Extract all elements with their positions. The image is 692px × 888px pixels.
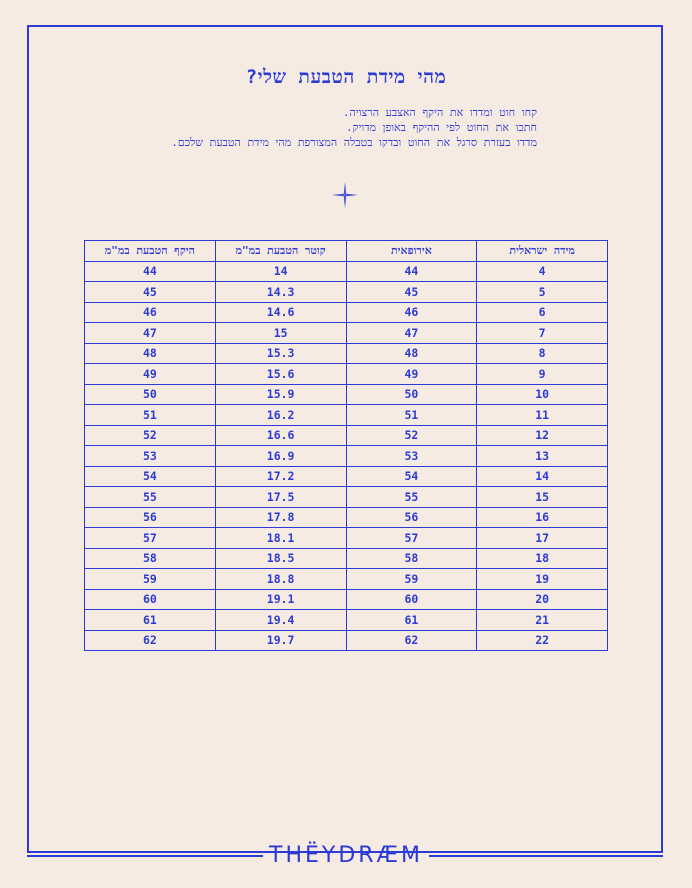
cell-circumference: 62 <box>85 630 216 651</box>
cell-european-size: 52 <box>346 425 477 446</box>
table-header-row <box>85 241 608 262</box>
sparkle-star-icon <box>332 182 358 208</box>
cell-circumference: 51 <box>85 405 216 426</box>
cell-european-size: 59 <box>346 569 477 590</box>
instruction-line: חתכו את החוט לפי ההיקף באופן מדויק. <box>346 121 537 134</box>
cell-diameter: 16.9 <box>215 446 346 467</box>
cell-circumference: 56 <box>85 507 216 528</box>
cell-european-size: 60 <box>346 589 477 610</box>
cell-circumference: 54 <box>85 466 216 487</box>
cell-european-size: 62 <box>346 630 477 651</box>
cell-israeli-size: 6 <box>477 302 608 323</box>
cell-israeli-size: 9 <box>477 364 608 385</box>
table-row <box>85 343 608 364</box>
header-european-size: אירופאית <box>346 241 477 262</box>
cell-european-size: 54 <box>346 466 477 487</box>
instructions <box>140 105 537 150</box>
cell-circumference: 59 <box>85 569 216 590</box>
table-row <box>85 323 608 344</box>
cell-circumference: 44 <box>85 261 216 282</box>
cell-israeli-size: 15 <box>477 487 608 508</box>
cell-circumference: 45 <box>85 282 216 303</box>
cell-israeli-size: 11 <box>477 405 608 426</box>
table-row <box>85 425 608 446</box>
cell-diameter: 15.6 <box>215 364 346 385</box>
cell-diameter: 18.1 <box>215 528 346 549</box>
table-row <box>85 261 608 282</box>
instruction-line: מדדו בעזרת סרגל את החוט ובדקו בטבלה המצורפת מהי מידת הטבעת שלכם. <box>171 136 537 149</box>
cell-israeli-size: 22 <box>477 630 608 651</box>
cell-israeli-size: 8 <box>477 343 608 364</box>
cell-circumference: 52 <box>85 425 216 446</box>
cell-israeli-size: 17 <box>477 528 608 549</box>
cell-european-size: 53 <box>346 446 477 467</box>
cell-circumference: 46 <box>85 302 216 323</box>
cell-circumference: 60 <box>85 589 216 610</box>
cell-diameter: 16.2 <box>215 405 346 426</box>
table-row <box>85 282 608 303</box>
cell-diameter: 15 <box>215 323 346 344</box>
table-row <box>85 528 608 549</box>
cell-diameter: 15.3 <box>215 343 346 364</box>
cell-israeli-size: 18 <box>477 548 608 569</box>
cell-european-size: 49 <box>346 364 477 385</box>
table-row <box>85 507 608 528</box>
cell-israeli-size: 13 <box>477 446 608 467</box>
table-row <box>85 569 608 590</box>
cell-israeli-size: 21 <box>477 610 608 631</box>
ring-size-table <box>84 240 608 651</box>
cell-diameter: 14.3 <box>215 282 346 303</box>
cell-circumference: 50 <box>85 384 216 405</box>
cell-european-size: 61 <box>346 610 477 631</box>
cell-israeli-size: 7 <box>477 323 608 344</box>
cell-israeli-size: 16 <box>477 507 608 528</box>
cell-european-size: 58 <box>346 548 477 569</box>
table-row <box>85 466 608 487</box>
table-row <box>85 548 608 569</box>
cell-diameter: 17.5 <box>215 487 346 508</box>
table-row <box>85 405 608 426</box>
table-row <box>85 364 608 385</box>
cell-european-size: 45 <box>346 282 477 303</box>
cell-european-size: 44 <box>346 261 477 282</box>
cell-diameter: 14.6 <box>215 302 346 323</box>
cell-israeli-size: 14 <box>477 466 608 487</box>
cell-circumference: 58 <box>85 548 216 569</box>
cell-european-size: 55 <box>346 487 477 508</box>
cell-circumference: 55 <box>85 487 216 508</box>
table-row <box>85 589 608 610</box>
header-israeli-size: מידה ישראלית <box>477 241 608 262</box>
cell-israeli-size: 19 <box>477 569 608 590</box>
cell-circumference: 61 <box>85 610 216 631</box>
cell-diameter: 14 <box>215 261 346 282</box>
table-row <box>85 487 608 508</box>
cell-israeli-size: 12 <box>477 425 608 446</box>
header-circumference: היקף הטבעת במ"מ <box>85 241 216 262</box>
cell-israeli-size: 10 <box>477 384 608 405</box>
table-row <box>85 384 608 405</box>
cell-diameter: 17.8 <box>215 507 346 528</box>
cell-circumference: 53 <box>85 446 216 467</box>
cell-israeli-size: 4 <box>477 261 608 282</box>
cell-european-size: 47 <box>346 323 477 344</box>
cell-european-size: 46 <box>346 302 477 323</box>
cell-european-size: 50 <box>346 384 477 405</box>
page-title: מהי מידת הטבעת שלי? <box>245 66 447 88</box>
cell-diameter: 18.8 <box>215 569 346 590</box>
cell-diameter: 19.7 <box>215 630 346 651</box>
cell-diameter: 16.6 <box>215 425 346 446</box>
table-row <box>85 302 608 323</box>
cell-circumference: 57 <box>85 528 216 549</box>
cell-israeli-size: 5 <box>477 282 608 303</box>
cell-diameter: 17.2 <box>215 466 346 487</box>
cell-circumference: 48 <box>85 343 216 364</box>
instruction-line: קחו חוט ומדדו את היקף האצבע הרצויה. <box>342 106 537 119</box>
cell-european-size: 51 <box>346 405 477 426</box>
table-row <box>85 446 608 467</box>
cell-european-size: 56 <box>346 507 477 528</box>
cell-european-size: 48 <box>346 343 477 364</box>
table-row <box>85 610 608 631</box>
table-row <box>85 630 608 651</box>
cell-diameter: 19.4 <box>215 610 346 631</box>
cell-diameter: 15.9 <box>215 384 346 405</box>
cell-european-size: 57 <box>346 528 477 549</box>
cell-circumference: 49 <box>85 364 216 385</box>
cell-circumference: 47 <box>85 323 216 344</box>
brand-logo: THËYDRÆM <box>269 843 423 868</box>
cell-diameter: 19.1 <box>215 589 346 610</box>
header-diameter: קוטר הטבעת במ"מ <box>215 241 346 262</box>
cell-israeli-size: 20 <box>477 589 608 610</box>
cell-diameter: 18.5 <box>215 548 346 569</box>
